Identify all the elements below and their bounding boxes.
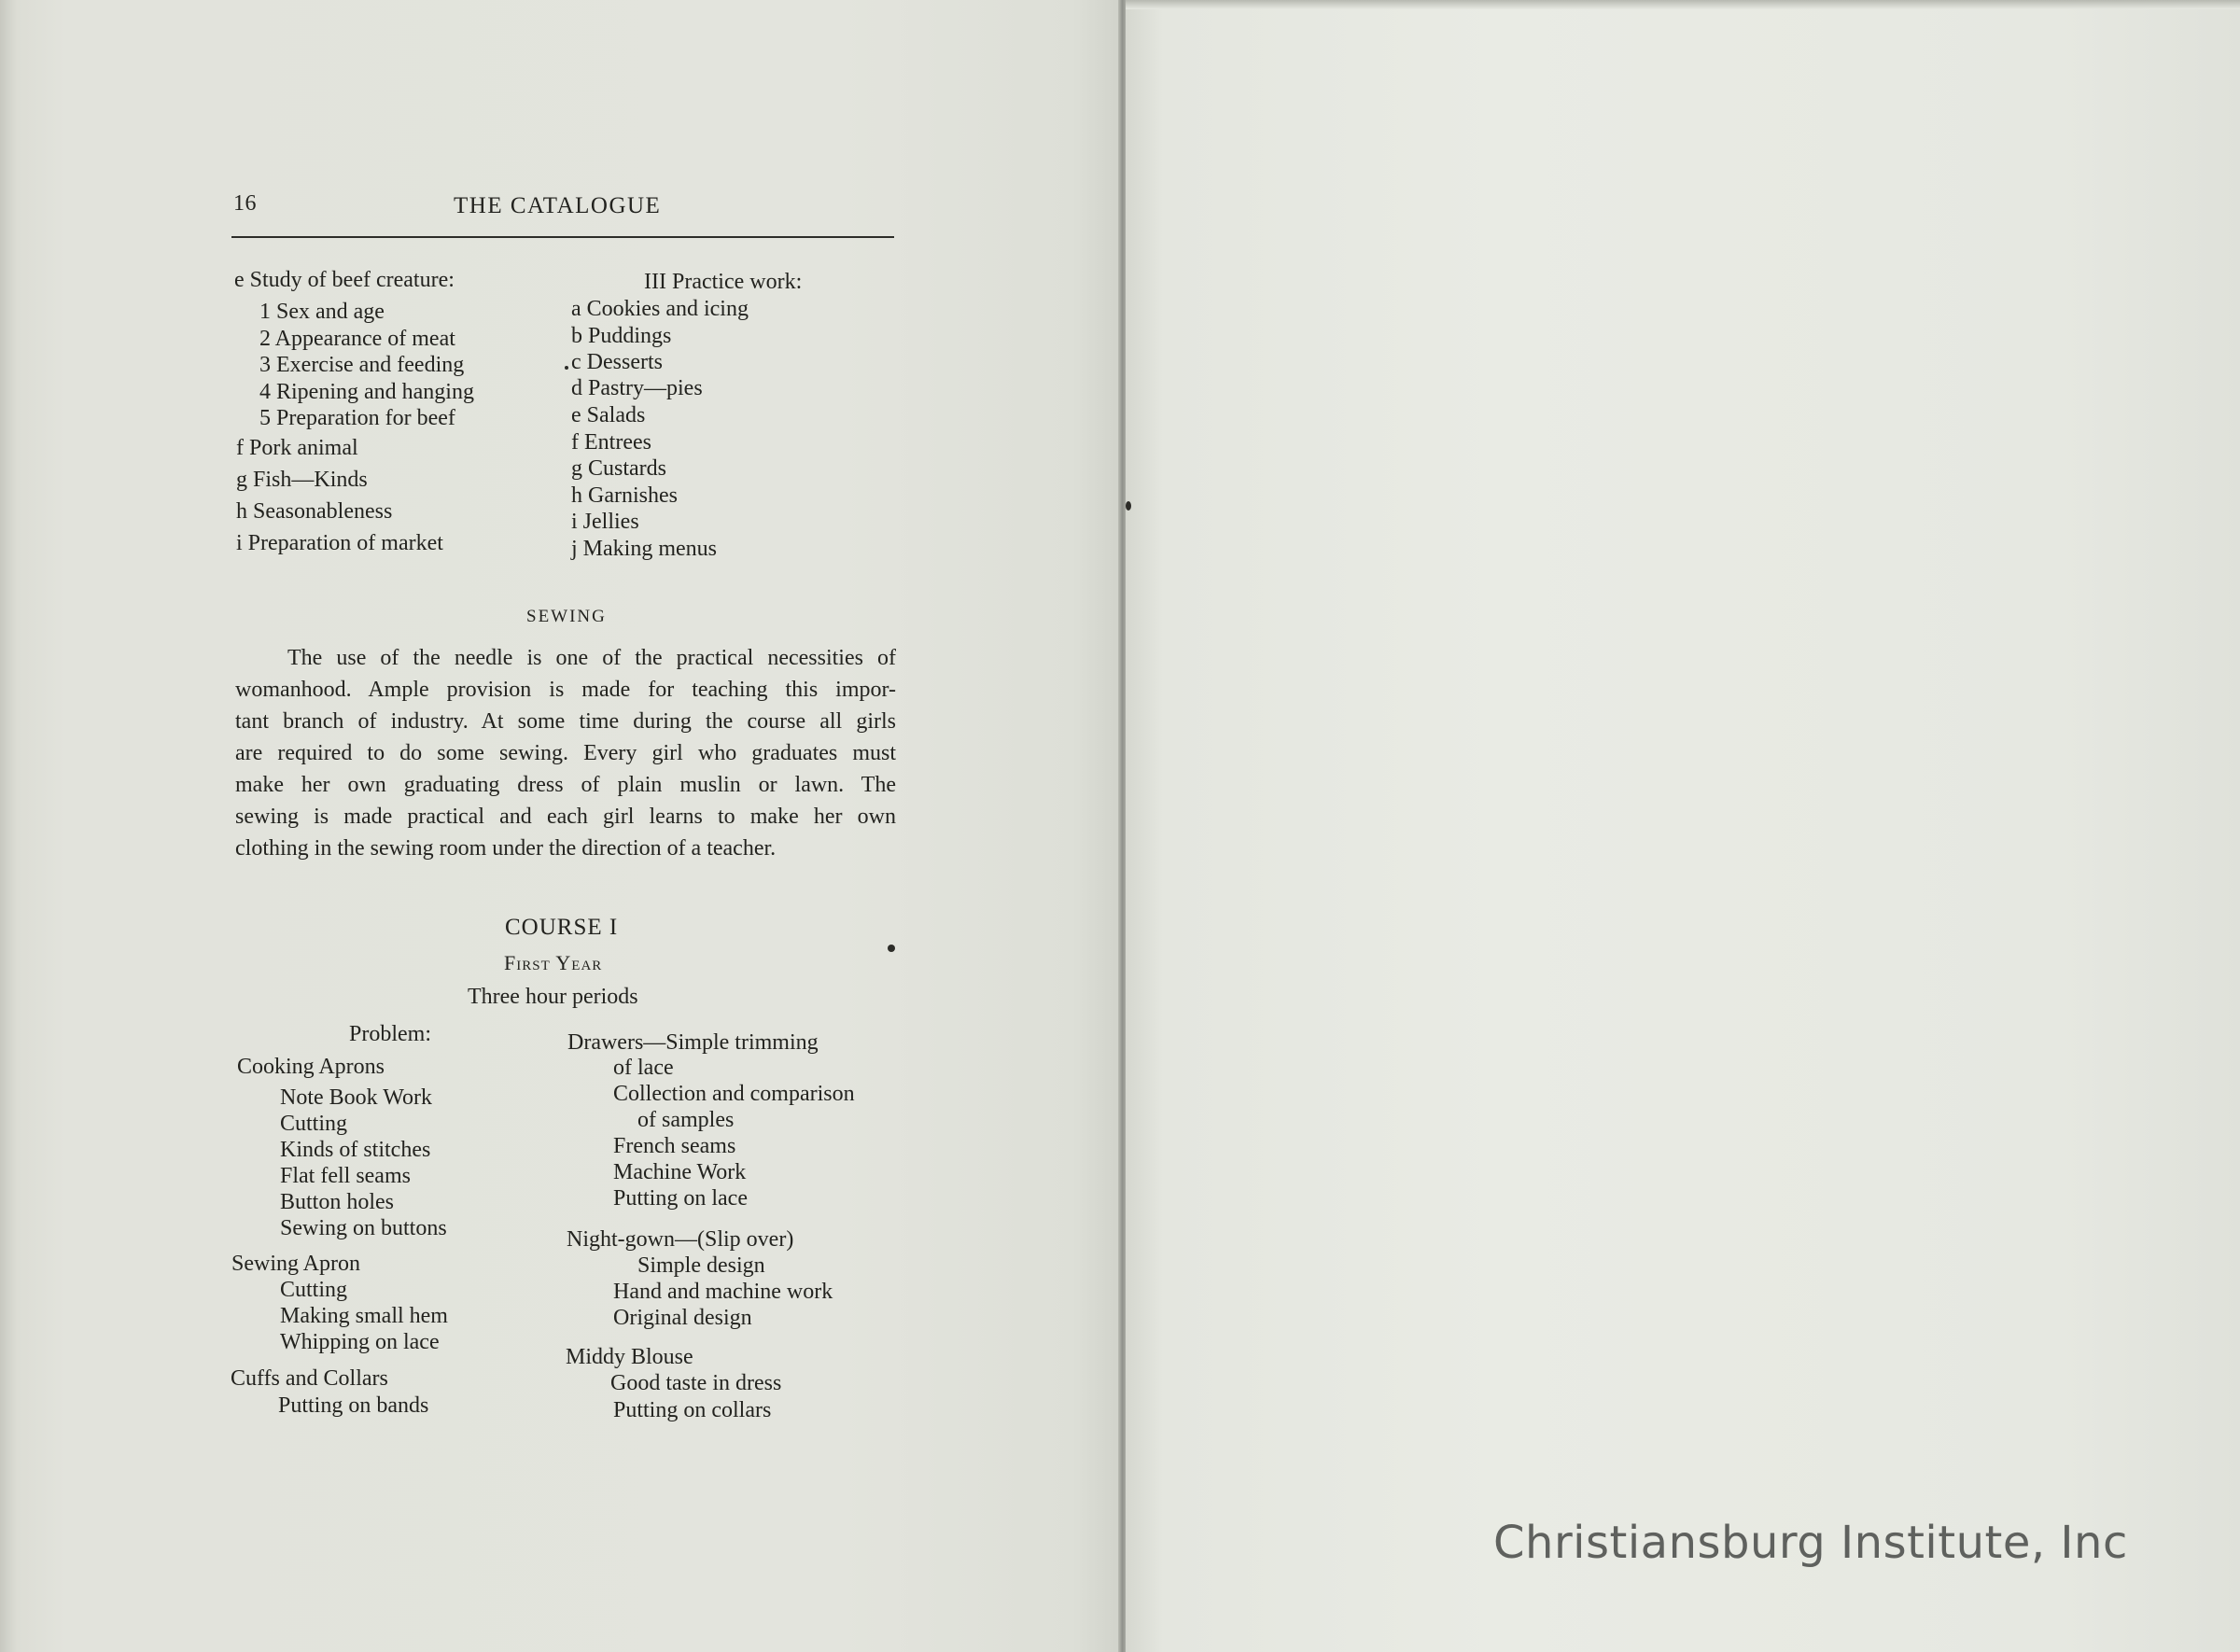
paragraph-line: The use of the needle is one of the practical necessities of	[287, 646, 896, 670]
meat-list-item: i Preparation of market	[236, 531, 443, 555]
course-item: Collection and comparison	[613, 1082, 855, 1106]
meat-list-item: 2 Appearance of meat	[259, 327, 455, 351]
course-item: Note Book Work	[280, 1085, 432, 1110]
meat-list-item: g Fish—Kinds	[236, 468, 368, 492]
course-item: Putting on collars	[613, 1398, 772, 1422]
course-title: COURSE I	[505, 915, 619, 940]
meat-list-item: h Seasonableness	[236, 499, 393, 524]
course-group-title: Sewing Apron	[231, 1252, 360, 1276]
course-item: of lace	[613, 1056, 674, 1080]
running-title: THE CATALOGUE	[454, 193, 662, 218]
paper-speck	[1126, 501, 1131, 511]
paragraph-line: sewing is made practical and each girl learns to make her own	[235, 805, 896, 829]
course-item: Machine Work	[613, 1160, 747, 1184]
paragraph-line: tant branch of industry. At some time during the course all girls	[235, 709, 896, 734]
meat-list-item: f Pork animal	[236, 436, 358, 460]
paragraph-line: womanhood. Ample provision is made for teaching this impor-	[235, 678, 896, 702]
paragraph-line: clothing in the sewing room under the direction of a teacher.	[235, 836, 777, 861]
course-item: Simple design	[637, 1253, 765, 1278]
practice-work-item: h Garnishes	[571, 483, 678, 508]
course-item: Flat fell seams	[280, 1164, 411, 1188]
practice-work-item: b Puddings	[571, 324, 672, 348]
practice-work-item: f Entrees	[571, 430, 651, 455]
course-item: Putting on bands	[278, 1393, 429, 1418]
course-item: Whipping on lace	[280, 1330, 440, 1354]
sewing-paragraph	[235, 642, 896, 864]
practice-work-item: g Custards	[571, 456, 666, 481]
meat-list-heading: e Study of beef creature:	[234, 268, 455, 292]
page-top-edge	[1126, 0, 2240, 9]
page-number: 16	[233, 191, 257, 216]
course-item: Kinds of stitches	[280, 1138, 431, 1162]
course-item: Sewing on buttons	[280, 1216, 447, 1240]
paragraph-line: are required to do some sewing. Every girl who graduates must	[235, 741, 896, 765]
course-group-title: Cuffs and Collars	[231, 1366, 388, 1391]
course-item: Good taste in dress	[610, 1371, 782, 1395]
paragraph-line: make her own graduating dress of plain muslin or lawn. The	[235, 773, 896, 797]
course-item: Cutting	[280, 1112, 348, 1136]
practice-work-item: c Desserts	[571, 350, 663, 374]
section-heading: SEWING	[526, 607, 607, 626]
practice-work-item: d Pastry—pies	[571, 376, 703, 400]
practice-work-item: e Salads	[571, 403, 646, 427]
watermark: Christiansburg Institute, Inc	[1493, 1517, 2128, 1569]
course-group-title: Cooking Aprons	[237, 1055, 385, 1079]
course-item: French seams	[613, 1134, 736, 1158]
meat-list-item: 5 Preparation for beef	[259, 406, 455, 430]
course-periods: Three hour periods	[468, 985, 638, 1009]
course-item: Button holes	[280, 1190, 395, 1214]
practice-work-item: j Making menus	[571, 537, 717, 561]
course-item: Original design	[613, 1306, 752, 1330]
practice-work-heading: III Practice work:	[644, 270, 803, 294]
paper-speck	[565, 366, 568, 370]
problem-label: Problem:	[349, 1022, 431, 1046]
paper-speck	[888, 945, 895, 952]
meat-list-item: 4 Ripening and hanging	[259, 380, 474, 404]
meat-list-item: 3 Exercise and feeding	[259, 353, 465, 377]
meat-list-item: 1 Sex and age	[259, 300, 385, 324]
course-item: Putting on lace	[613, 1186, 748, 1211]
course-group-title: Night-gown—(Slip over)	[567, 1227, 794, 1252]
right-page	[1126, 0, 2240, 1652]
practice-work-item: i Jellies	[571, 510, 639, 534]
practice-work-item: a Cookies and icing	[571, 297, 749, 321]
course-item: Cutting	[280, 1278, 348, 1302]
header-rule	[231, 236, 894, 238]
course-item: Hand and machine work	[613, 1280, 833, 1304]
course-year: First Year	[504, 951, 603, 974]
course-group-title: Drawers—Simple trimming	[567, 1030, 819, 1055]
course-item: of samples	[637, 1108, 735, 1132]
course-group-title: Middy Blouse	[566, 1345, 693, 1369]
course-item: Making small hem	[280, 1304, 448, 1328]
